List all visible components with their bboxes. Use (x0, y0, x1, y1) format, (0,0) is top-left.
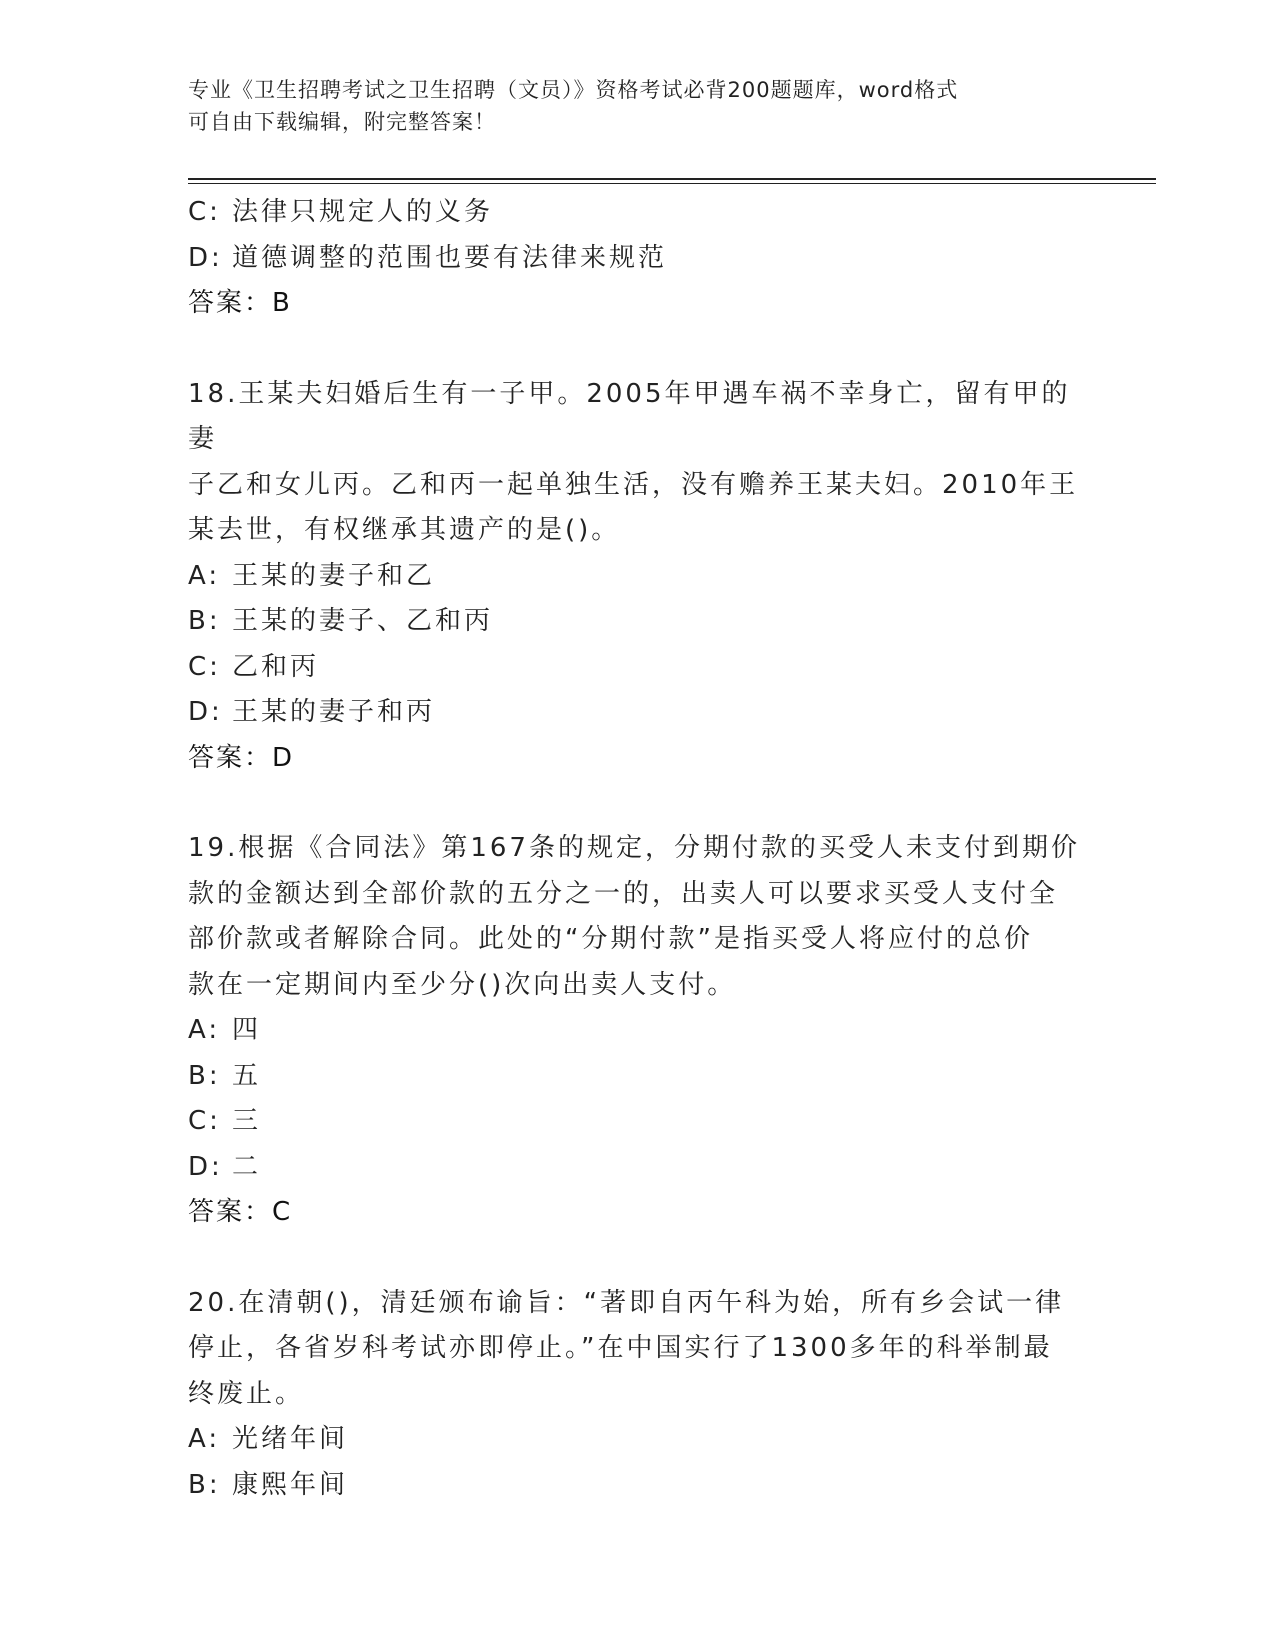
option-c (188, 190, 1088, 236)
stem-line: 18.王某夫妇婚后生有一子甲。2005年甲遇车祸不幸身亡，留有甲的妻 (188, 378, 1071, 454)
stem-line: 19.根据《合同法》第167条的规定，分期付款的买受人未支付到期价 (188, 833, 1080, 863)
option-d (188, 1145, 1088, 1191)
option-letter: B: (188, 1469, 221, 1500)
option-a (188, 1417, 1088, 1463)
option-d (188, 690, 1088, 736)
option-text: 法律只规定人的义务 (232, 197, 494, 227)
answer-line: 答案：B (188, 288, 292, 318)
question-stem (188, 1281, 1088, 1418)
option-b (188, 1463, 1088, 1509)
option-b (188, 1054, 1088, 1100)
option-text: 三 (232, 1106, 262, 1136)
option-letter: B: (188, 1060, 221, 1091)
stem-line: 终废止。 (188, 1378, 305, 1409)
header-divider-thin (188, 183, 1156, 184)
option-text: 道德调整的范围也要有法律来规范 (232, 242, 668, 273)
option-c (188, 645, 1088, 691)
question-18 (188, 372, 1088, 782)
question-19 (188, 826, 1088, 1236)
stem-line: 停止，各省岁科考试亦即停止。”在中国实行了1300多年的科举制最 (188, 1333, 1053, 1363)
option-text: 二 (232, 1151, 262, 1182)
option-b (188, 599, 1088, 645)
header-title-line-1: 专业《卫生招聘考试之卫生招聘（文员）》资格考试必背200题题库，word格式 (188, 78, 959, 102)
option-letter: C: (188, 651, 221, 682)
stem-line: 子乙和女儿丙。乙和丙一起单独生活，没有赡养王某夫妇。2010年王 (188, 469, 1079, 500)
option-text: 乙和丙 (232, 651, 320, 682)
option-letter: D: (188, 242, 223, 273)
option-letter: A: (188, 1015, 221, 1045)
header-title-line-2: 可自由下载编辑，附完整答案！ (188, 110, 496, 134)
option-text: 五 (232, 1060, 262, 1091)
option-letter: D: (188, 1151, 223, 1182)
answer-line: 答案：C (188, 1197, 293, 1227)
option-a (188, 1008, 1088, 1054)
stem-line: 某去世，有权继承其遗产的是()。 (188, 515, 621, 545)
document-header (188, 74, 1068, 138)
stem-line: 款的金额达到全部价款的五分之一的，出卖人可以要求买受人支付全 (188, 878, 1059, 909)
question-content (188, 190, 1088, 1508)
option-letter: B: (188, 606, 221, 636)
header-divider-thick (188, 178, 1156, 180)
question-stem (188, 826, 1088, 1008)
option-text: 王某的妻子和乙 (232, 560, 436, 591)
stem-line: 部价款或者解除合同。此处的“分期付款”是指买受人将应付的总价 (188, 924, 1033, 954)
answer-line: 答案：D (188, 742, 295, 773)
option-letter: A: (188, 560, 221, 591)
option-c (188, 1099, 1088, 1145)
stem-line: 20.在清朝()，清廷颁布谕旨：“著即自丙午科为始，所有乡会试一律 (188, 1287, 1065, 1318)
option-letter: D: (188, 697, 223, 727)
option-text: 四 (232, 1015, 262, 1045)
question-20 (188, 1281, 1088, 1509)
option-text: 光绪年间 (232, 1424, 349, 1454)
stem-line: 款在一定期间内至少分()次向出卖人支付。 (188, 969, 737, 1000)
option-text: 王某的妻子、乙和丙 (232, 606, 494, 636)
option-a (188, 554, 1088, 600)
option-text: 王某的妻子和丙 (232, 697, 436, 727)
option-letter: A: (188, 1424, 221, 1454)
question-stem (188, 372, 1088, 554)
option-text: 康熙年间 (232, 1469, 349, 1500)
option-letter: C: (188, 197, 221, 227)
option-d (188, 236, 1088, 282)
option-letter: C: (188, 1106, 221, 1136)
